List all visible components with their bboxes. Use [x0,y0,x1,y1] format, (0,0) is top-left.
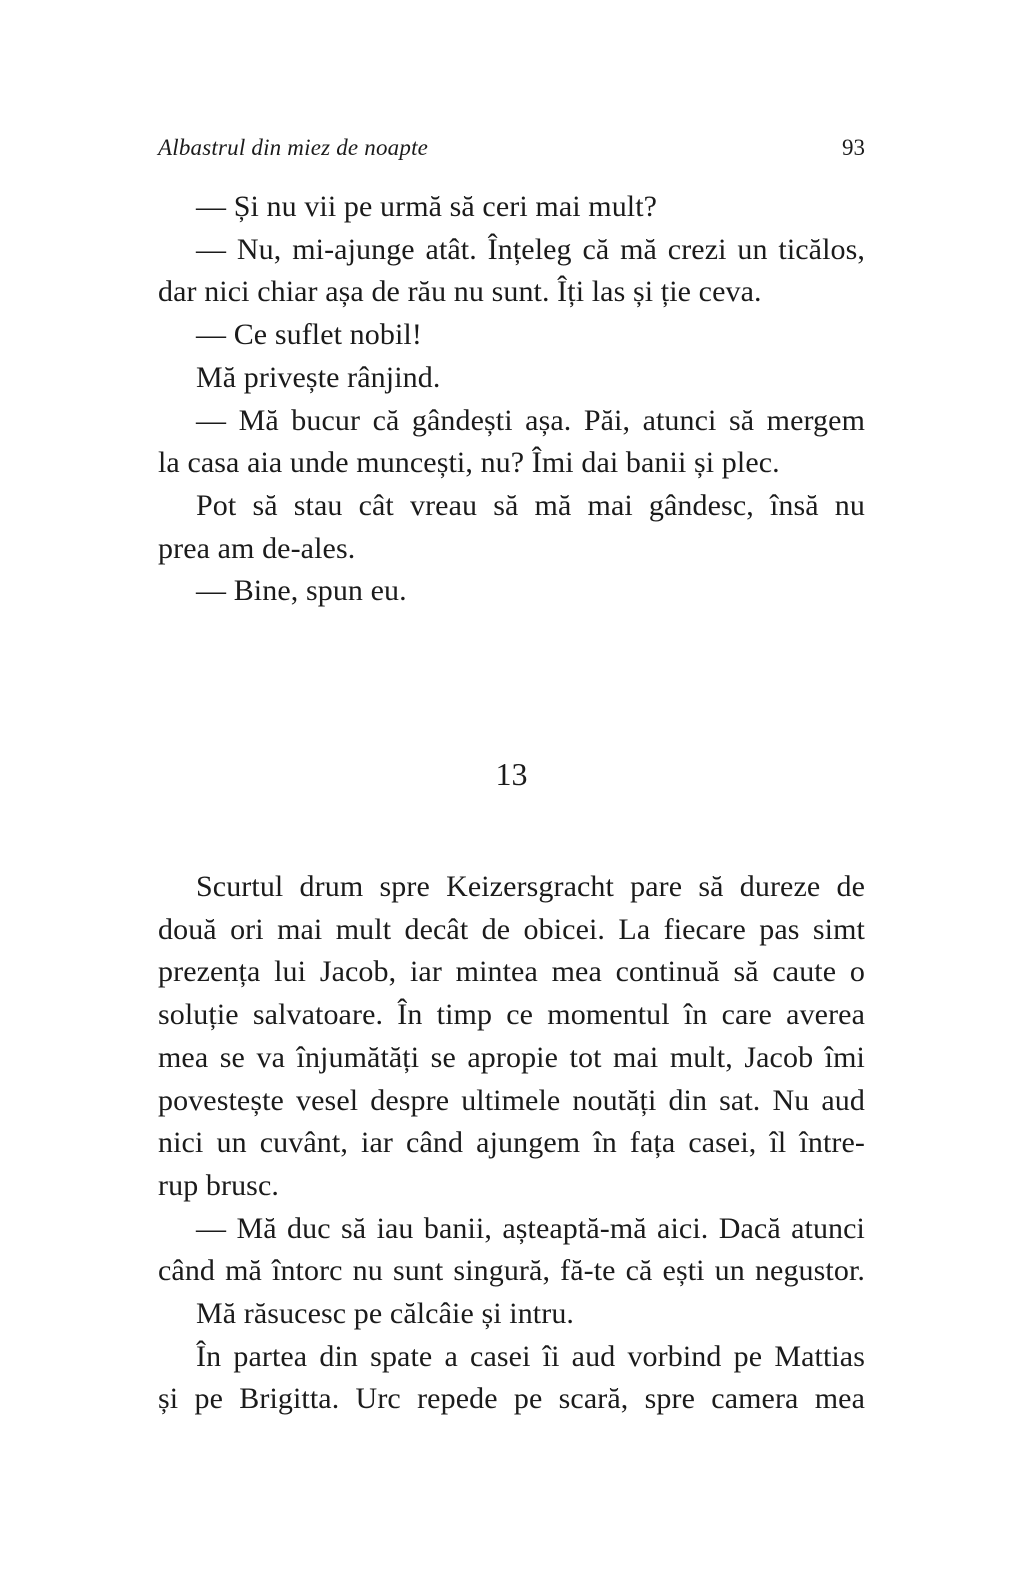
text-section-dialogue [158,186,865,613]
text-line: dar nici chiar așa de rău nu sunt. Îți las și ție ceva. [158,275,762,309]
text-line: prezența lui Jacob, iar mintea mea continuă să caute o [158,955,865,989]
page-number: 93 [842,135,865,160]
running-header [158,134,865,162]
text-line: nici un cuvânt, iar când ajungem în fața casei, îl între- [158,1126,865,1160]
text-line: — Mă bucur că gândești așa. Păi, atunci să mergem [196,403,865,437]
text-line: la casa aia unde muncești, nu? Îmi dai banii și plec. [158,446,780,480]
text-section-chapter-13 [158,866,865,1421]
text-line: Mă privește rânjind. [196,360,441,394]
text-line: Scurtul drum spre Keizersgracht pare să dureze de [196,870,865,903]
text-line: — Și nu vii pe urmă să ceri mai mult? [196,190,658,223]
text-line: — Ce suflet nobil! [196,318,422,352]
text-line: — Bine, spun eu. [196,574,407,608]
text-line: În partea din spate a casei îi aud vorbind pe Mattias [196,1339,865,1373]
chapter-number-heading: 13 [495,756,528,792]
text-line: și pe Brigitta. Urc repede pe scară, spre camera mea [158,1382,865,1416]
text-line: — Nu, mi-ajunge atât. Înțeleg că mă crezi un ticălos, [196,232,865,266]
text-line: povestește vesel despre ultimele noutăți din sat. Nu aud [158,1083,865,1117]
running-title: Albastrul din miez de noapte [158,135,429,160]
text-line: Pot să stau cât vreau să mă mai gândesc, însă nu [196,488,865,522]
text-line: două ori mai mult decât de obicei. La fiecare pas simt [158,912,865,946]
text-line: — Mă duc să iau banii, așteaptă-mă aici. Dacă atunci [196,1211,865,1245]
text-line: mea se va înjumătăți se apropie tot mai mult, Jacob îmi [158,1040,865,1074]
text-line: rup brusc. [158,1168,279,1202]
text-line: când mă întorc nu sunt singură, fă-te că ești un negustor. [158,1254,865,1288]
text-line: soluție salvatoare. În timp ce momentul în care averea [158,998,865,1032]
text-line: prea am de-ales. [158,531,356,565]
text-line: Mă răsucesc pe călcâie și intru. [196,1297,575,1331]
